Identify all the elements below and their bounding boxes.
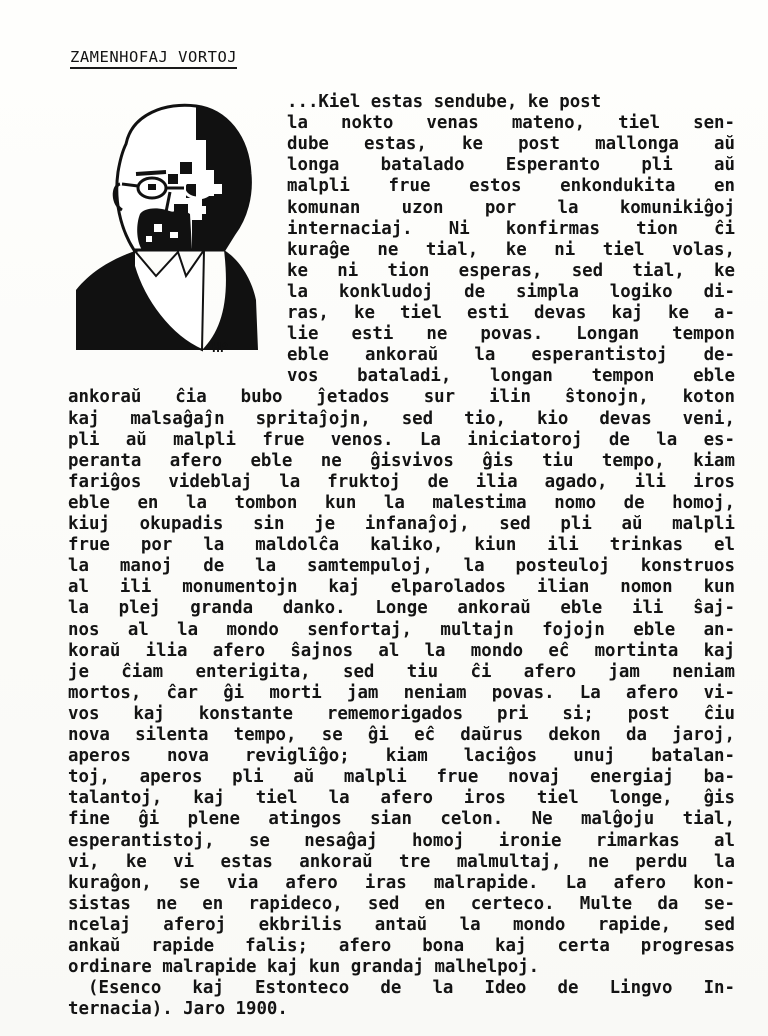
text-line: la konkludoj de simpla logiko di- <box>287 281 735 302</box>
text-line: komunan uzon por la komunikiĝoj <box>287 197 735 218</box>
text-line: lie esti ne povas. Longan tempon <box>287 324 735 345</box>
text-line: nova silenta tempo, se ĝi eĉ daŭrus dekon da jaroj, <box>68 725 735 745</box>
text-line: je ĉiam enterigita, sed tiu ĉi afero jam neniam <box>68 661 735 682</box>
text-line: mortos, ĉar ĝi morti jam neniam povas. La afero vi- <box>68 682 735 703</box>
text-line: al ili monumentojn kaj elparolados ilian nomon kun <box>68 577 735 598</box>
portrait-signature: HP <box>212 341 228 356</box>
text-line: la nokto venas mateno, tiel sen- <box>287 113 735 134</box>
text-line: ankaŭ rapide falis; afero bona kaj certa progresas <box>68 936 735 956</box>
text-line: pli aŭ malpli frue venos. La iniciatoroj de la es- <box>68 429 735 450</box>
text-line: kuraĝe ne tial, ke ni tiel volas, <box>287 239 735 260</box>
text-line: la manoj de la samtempuloj, la posteuloj konstruos <box>68 556 735 577</box>
text-line: vos bataladi, longan tempon eble <box>287 366 735 387</box>
text-line: eble ankoraŭ la esperantistoj de- <box>287 345 735 366</box>
text-line: internaciaj. Ni konfirmas tion ĉi <box>287 218 735 239</box>
text-line: kiuj okupadis sin je infanaĵoj, sed pli aŭ malpli <box>68 514 735 534</box>
article-heading: ZAMENHOFAJ VORTOJ <box>70 48 237 69</box>
text-line: ke ni tion esperas, sed tial, ke <box>287 260 735 281</box>
text-line: ...Kiel estas sendube, ke post <box>287 92 602 112</box>
text-line: ncelaj aferoj ekbrilis antaŭ la mondo rapide, sed <box>68 914 735 935</box>
text-line: vos kaj konstante rememorigados pri si; post ĉiu <box>68 703 735 724</box>
text-line: esperantistoj, se nesaĝaj homoj ironie rimarkas al <box>68 830 735 851</box>
text-line: ankoraŭ ĉia bubo ĵetados sur ilin ŝtonojn, koton <box>68 387 735 408</box>
text-line: aperos nova reviglîĝo; kiam laciĝos unuj batalan- <box>68 746 735 767</box>
text-line: peranta afero eble ne ĝisvivos ĝis tiu tempo, kiam <box>68 450 735 471</box>
zamenhof-portrait-illustration <box>74 100 260 358</box>
text-line: malpli frue estos enkondukita en <box>287 176 735 197</box>
text-line: fariĝos videblaj la fruktoj de ilia agado, ili iros <box>68 471 735 492</box>
text-line: kuraĝon, se via afero iras malrapide. La afero kon- <box>68 872 735 893</box>
text-line: eble en la tombon kun la malestima nomo de homoj, <box>68 492 735 513</box>
text-line: la plej granda danko. Longe ankoraŭ eble ili ŝaj- <box>68 598 735 619</box>
text-line: toj, aperos pli aŭ malpli frue novaj energiaj ba- <box>68 767 735 788</box>
text-line: frue por la maldolĉa kaliko, kiun ili trinkas el <box>68 535 735 556</box>
text-line: nos al la mondo senfortaj, multajn fojojn eble an- <box>68 619 735 640</box>
text-line: talantoj, kaj tiel la afero iros tiel longe, ĝis <box>68 788 735 809</box>
text-line: dube estas, ke post mallonga aŭ <box>287 134 735 155</box>
text-line: longa batalado Esperanto pli aŭ <box>287 155 735 176</box>
text-line: koraŭ ilia afero ŝajnos al la mondo eĉ mortinta kaj <box>68 640 735 661</box>
text-line: ras, ke tiel esti devas kaj ke a- <box>287 303 735 323</box>
text-line: sistas ne en rapideco, sed en certeco. Multe da se- <box>68 893 735 914</box>
text-line: vi, ke vi estas ankoraŭ tre malmultaj, ne perdu la <box>68 851 735 872</box>
text-line: (Esenco kaj Estonteco de la Ideo de Lingvo In- <box>88 978 735 999</box>
text-line: ordinare malrapide kaj kun grandaj malhelpoj. <box>68 957 540 978</box>
text-line: fine ĝi plene atingos sian celon. Ne malĝoju tial, <box>68 809 735 830</box>
text-line: ternacia). Jaro 1900. <box>68 999 288 1020</box>
text-line: kaj malsaĝaĵn spritaĵojn, sed tio, kio devas veni, <box>68 408 735 429</box>
